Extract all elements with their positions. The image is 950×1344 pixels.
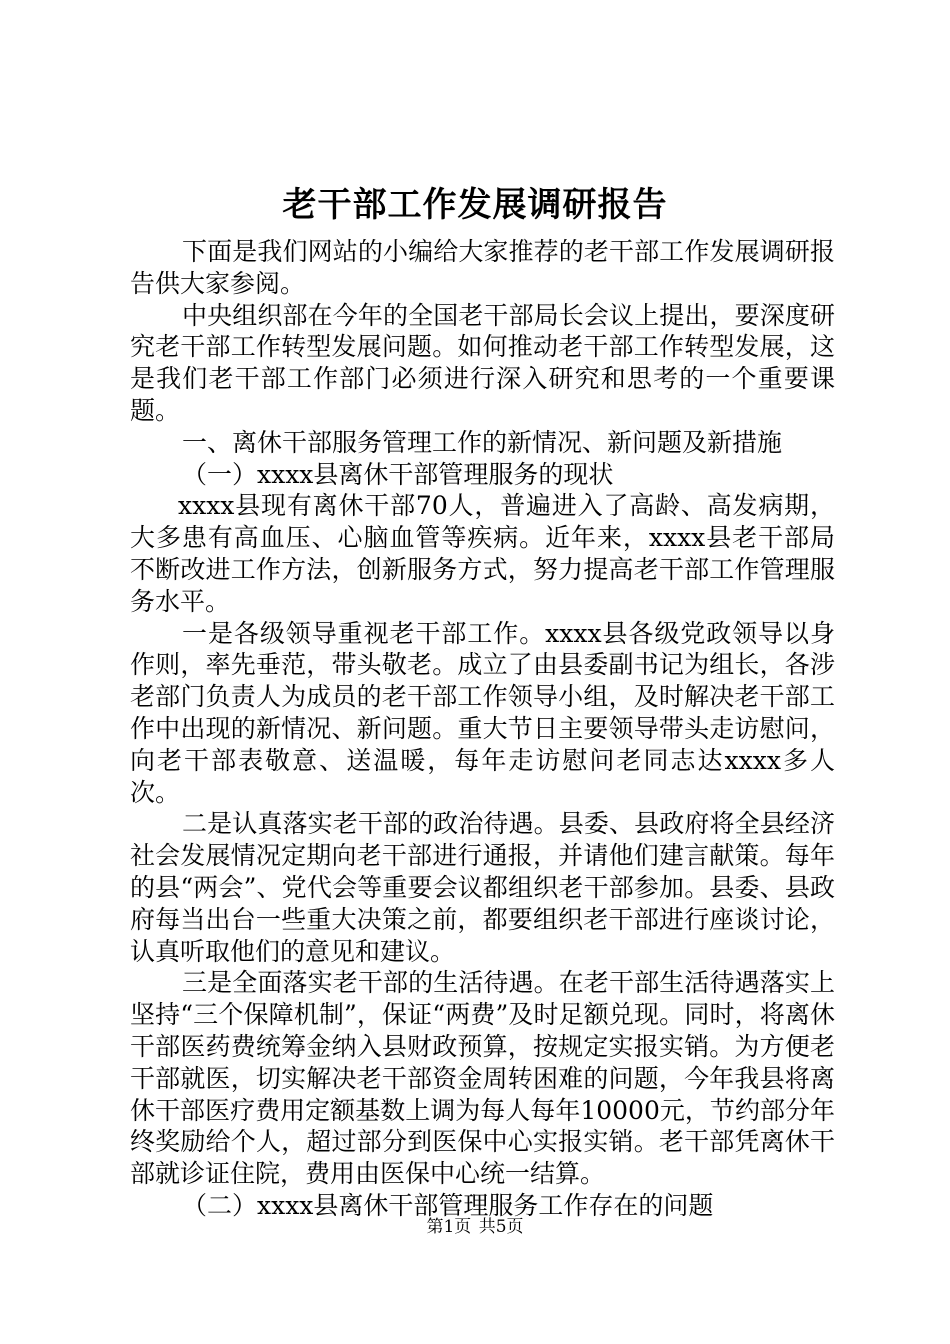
paragraph-intro: 下面是我们网站的小编给大家推荐的老干部工作发展调研报告供大家参阅。 [130, 237, 835, 298]
document-body [130, 236, 835, 1222]
subsection-heading-1: （一）xxxx县离休干部管理服务的现状 [182, 459, 614, 489]
paragraph-background: 中央组织部在今年的全国老干部局长会议上提出，要深度研究老干部工作转型发展问题。如何推动老干部工作转型发展，这是我们老干部工作部门必须进行深入研究和思考的一个重要课题。 [130, 300, 835, 425]
page-footer [0, 1216, 950, 1238]
subsection-heading-2: （二）xxxx县离休干部管理服务工作存在的问题 [182, 1190, 714, 1220]
paragraph-point-3: 三是全面落实老干部的生活待遇。在老干部生活待遇落实上坚持“三个保障机制”，保证“两费”及时足额兑现。同时，将离休干部医药费统筹金纳入县财政预算，按规定实报实销。为方便老干部就医，切实解决老干部资金周转困难的问题，今年我县将离休干部医疗费用定额基数上调为每人每年10000元，节约部分年终奖励给个人，超过部分到医保中心实报实销。老干部凭离休干部就诊证住院，费用由医保中心统一结算。 [130, 968, 835, 1189]
document-title: 老干部工作发展调研报告 [282, 185, 668, 225]
page-total: 共5页 [478, 1217, 524, 1237]
paragraph-point-1: 一是各级领导重视老干部工作。xxxx县各级党政领导以身作则，率先垂范，带头敬老。成立了由县委副书记为组长，各涉老部门负责人为成员的老干部工作领导小组，及时解决老干部工作中出现的新情况、新问题。重大节日主要领导带头走访慰问，向老干部表敬意、送温暖，每年走访慰问老同志达xxxx多人次。 [130, 618, 835, 807]
section-heading-1: 一、离休干部服务管理工作的新情况、新问题及新措施 [182, 427, 783, 457]
paragraph-point-2: 二是认真落实老干部的政治待遇。县委、县政府将全县经济社会发展情况定期向老干部进行通报，并请他们建言献策。每年的县“两会”、党代会等重要会议都组织老干部参加。县委、县政府每当出台一些重大决策之前，都要组织老干部进行座谈讨论，认真听取他们的意见和建议。 [130, 809, 835, 966]
page-number: 第1页 [426, 1217, 472, 1237]
paragraph-status: xxxx县现有离休干部70人，普遍进入了高龄、高发病期，大多患有高血压、心脑血管等疾病。近年来，xxxx县老干部局不断改进工作方法，创新服务方式，努力提高老干部工作管理服务水平。 [130, 491, 835, 616]
